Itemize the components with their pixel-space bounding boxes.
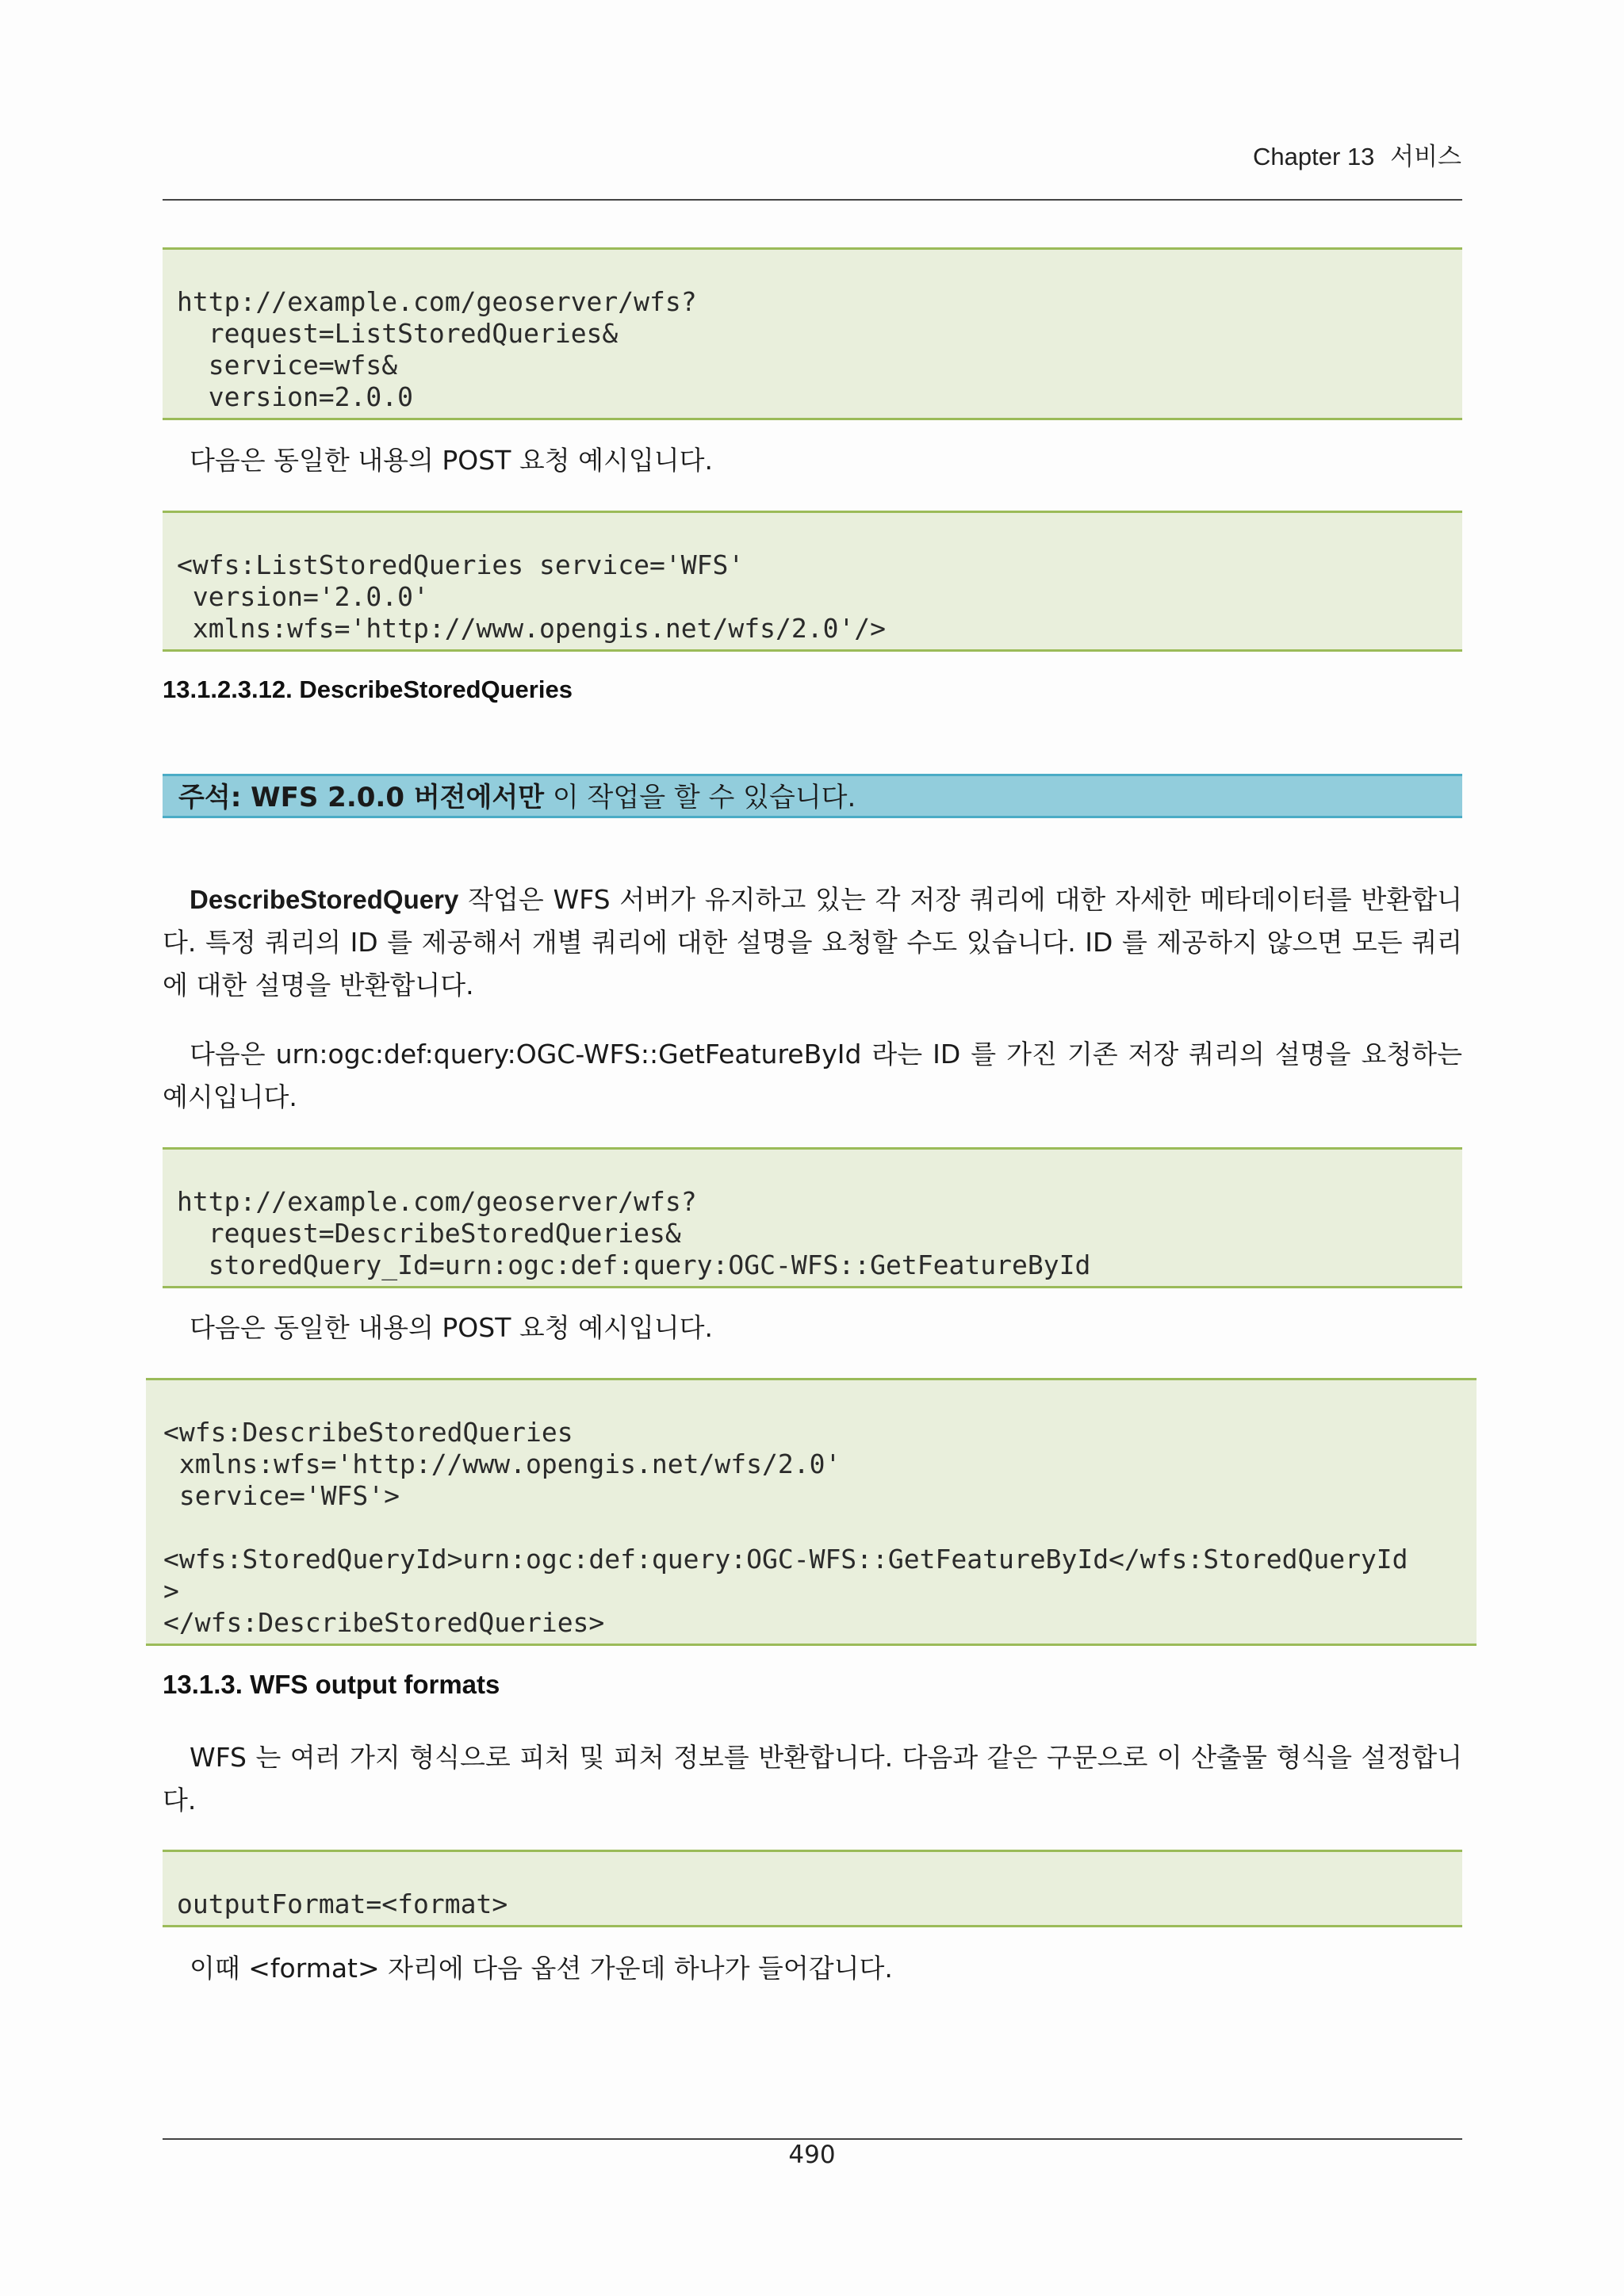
paragraph-post-intro-2: 다음은 동일한 내용의 POST 요청 예시입니다.	[190, 1312, 713, 1343]
code-line: request=ListStoredQueries&	[177, 318, 619, 349]
note-text: 이 작업을 할 수 있습니다.	[544, 782, 856, 813]
code-line	[163, 1512, 1462, 1544]
note-emphasis: WFS 2.0.0 버전에서만	[241, 782, 545, 813]
code-line: xmlns:wfs='http://www.opengis.net/wfs/2.0'	[163, 1448, 841, 1479]
paragraph-format-options: 이때 <format> 자리에 다음 옵션 가운데 하나가 들어갑니다.	[190, 1953, 893, 1984]
page-number: 490	[788, 2141, 836, 2169]
code-line: <wfs:ListStoredQueries service='WFS'	[177, 549, 745, 580]
code-line: http://example.com/geoserver/wfs?	[177, 1186, 697, 1217]
header-rule	[163, 199, 1462, 201]
code-block-list-get	[163, 247, 1462, 420]
code-line: version=2.0.0	[177, 381, 414, 412]
code-line: <wfs:StoredQueryId>urn:ogc:def:query:OGC-WFS::GetFeatureById</wfs:StoredQueryId	[163, 1544, 1408, 1575]
code-line: storedQuery_Id=urn:ogc:def:query:OGC-WFS::GetFeatureById	[177, 1249, 1091, 1280]
note-label: 주석:	[178, 782, 242, 813]
code-line: outputFormat=<format>	[177, 1888, 508, 1919]
code-line: >	[163, 1575, 179, 1606]
running-header	[1253, 136, 1461, 172]
code-block-output-format	[163, 1850, 1462, 1927]
heading-describe-stored-queries: 13.1.2.3.12. DescribeStoredQueries	[163, 675, 573, 703]
note-box	[163, 774, 1462, 818]
heading-output-formats: 13.1.3. WFS output formats	[163, 1670, 500, 1699]
term-describe-stored-query: DescribeStoredQuery	[190, 885, 459, 914]
code-line: <wfs:DescribeStoredQueries	[163, 1417, 573, 1448]
code-line: request=DescribeStoredQueries&	[177, 1218, 681, 1249]
code-line: xmlns:wfs='http://www.opengis.net/wfs/2.0'/>	[177, 613, 887, 644]
code-block-list-post	[163, 511, 1462, 652]
chapter-title: 서비스	[1390, 143, 1461, 171]
paragraph-describe-text: 작업은 WFS 서버가 유지하고 있는 각 저장 쿼리에 대한 자세한 메타데이터를 반환합니다. 특정 쿼리의 ID 를 제공해서 개별 쿼리에 대한 설명을 요청할 수도 있습니다. ID 를 제공하지 않으면 모든 쿼리에 대한 설명을 반환합니다.	[163, 884, 1462, 1001]
paragraph-output-formats: WFS 는 여러 가지 형식으로 피처 및 피처 정보를 반환합니다. 다음과 같은 구문으로 이 산출물 형식을 설정합니다.	[163, 1742, 1462, 1816]
code-line: version='2.0.0'	[177, 581, 429, 612]
code-line: http://example.com/geoserver/wfs?	[177, 286, 697, 317]
chapter-label: Chapter 13	[1253, 143, 1375, 170]
footer-rule	[163, 2138, 1462, 2140]
code-block-describe-post	[146, 1378, 1477, 1646]
paragraph-post-intro-1: 다음은 동일한 내용의 POST 요청 예시입니다.	[190, 445, 713, 476]
paragraph-describe	[163, 878, 1462, 1007]
code-line: service=wfs&	[177, 350, 398, 381]
code-line: </wfs:DescribeStoredQueries>	[163, 1607, 605, 1638]
code-line: service='WFS'>	[163, 1480, 400, 1511]
code-block-describe-get	[163, 1147, 1462, 1288]
paragraph-example-intro: 다음은 urn:ogc:def:query:OGC-WFS::GetFeatureById 라는 ID 를 가진 기존 저장 쿼리의 설명을 요청하는 예시입니다.	[163, 1039, 1462, 1112]
